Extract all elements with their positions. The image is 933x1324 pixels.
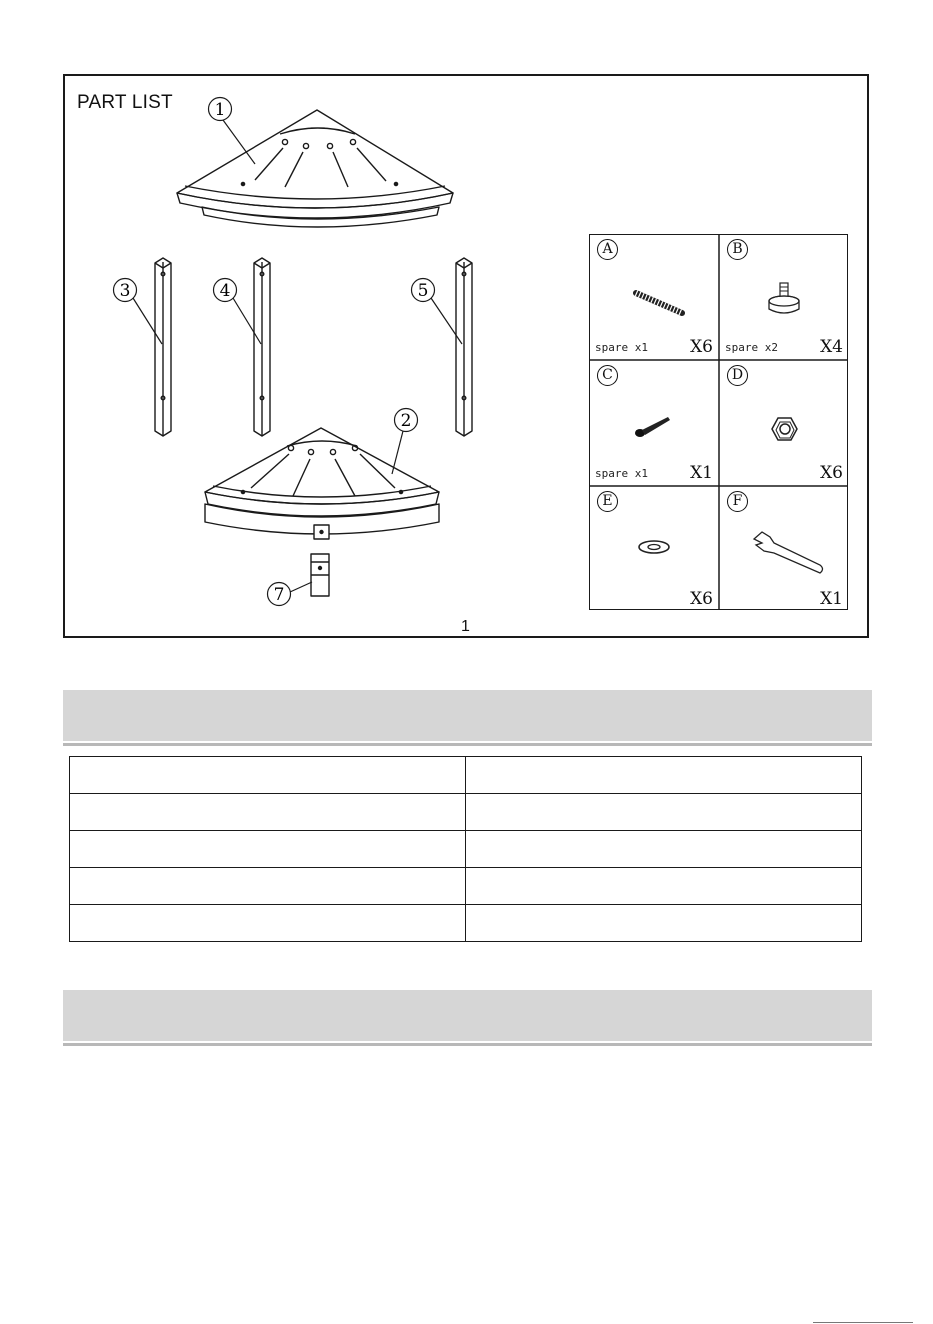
page-number: 1 xyxy=(461,618,470,635)
spare-label: spare x1 xyxy=(595,341,648,354)
table-cell xyxy=(466,905,862,942)
quantity-label: X1 xyxy=(820,589,843,609)
bottom-shelf-drawing xyxy=(205,428,439,596)
top-shelf-drawing xyxy=(177,110,453,227)
hardware-letter: B xyxy=(727,239,748,260)
hardware-cell-b xyxy=(720,235,849,360)
table-cell xyxy=(70,794,466,831)
hardware-cell-d xyxy=(720,361,849,486)
quantity-label: X4 xyxy=(820,337,843,357)
hardware-cell-f xyxy=(720,487,849,612)
section-header-bar xyxy=(63,990,872,1041)
table-cell xyxy=(466,868,862,905)
crop-mark xyxy=(813,1322,913,1323)
table-row xyxy=(70,757,862,794)
table-cell xyxy=(70,831,466,868)
table-row xyxy=(70,868,862,905)
blank-table xyxy=(69,756,862,942)
table-cell xyxy=(466,831,862,868)
quantity-label: X6 xyxy=(820,463,843,483)
quantity-label: X1 xyxy=(690,463,713,483)
table-cell xyxy=(70,757,466,794)
callout-2: 2 xyxy=(400,411,412,431)
table-cell xyxy=(70,868,466,905)
callout-7: 7 xyxy=(273,585,285,605)
hardware-letter: F xyxy=(727,491,748,512)
callout-3: 3 xyxy=(119,281,131,301)
callout-5: 5 xyxy=(417,281,429,301)
hardware-cell-a xyxy=(590,235,719,360)
section-header-bar xyxy=(63,690,872,741)
hardware-cell-c xyxy=(590,361,719,486)
spare-label: spare x2 xyxy=(725,341,778,354)
hardware-letter: D xyxy=(727,365,748,386)
section-divider xyxy=(63,1043,872,1046)
hardware-letter: C xyxy=(597,365,618,386)
section-divider xyxy=(63,743,872,746)
table-row xyxy=(70,831,862,868)
callout-1: 1 xyxy=(214,100,226,120)
table-cell xyxy=(70,905,466,942)
hardware-grid xyxy=(589,234,848,610)
part-list-panel xyxy=(63,74,869,638)
callout-4: 4 xyxy=(219,281,231,301)
table-cell xyxy=(466,757,862,794)
quantity-label: X6 xyxy=(690,337,713,357)
quantity-label: X6 xyxy=(690,589,713,609)
table-row xyxy=(70,794,862,831)
hardware-letter: E xyxy=(597,491,618,512)
table-cell xyxy=(466,794,862,831)
part-list-title: PART LIST xyxy=(77,92,173,113)
table-row xyxy=(70,905,862,942)
hardware-letter: A xyxy=(597,239,618,260)
spare-label: spare x1 xyxy=(595,467,648,480)
hardware-cell-e xyxy=(590,487,719,612)
